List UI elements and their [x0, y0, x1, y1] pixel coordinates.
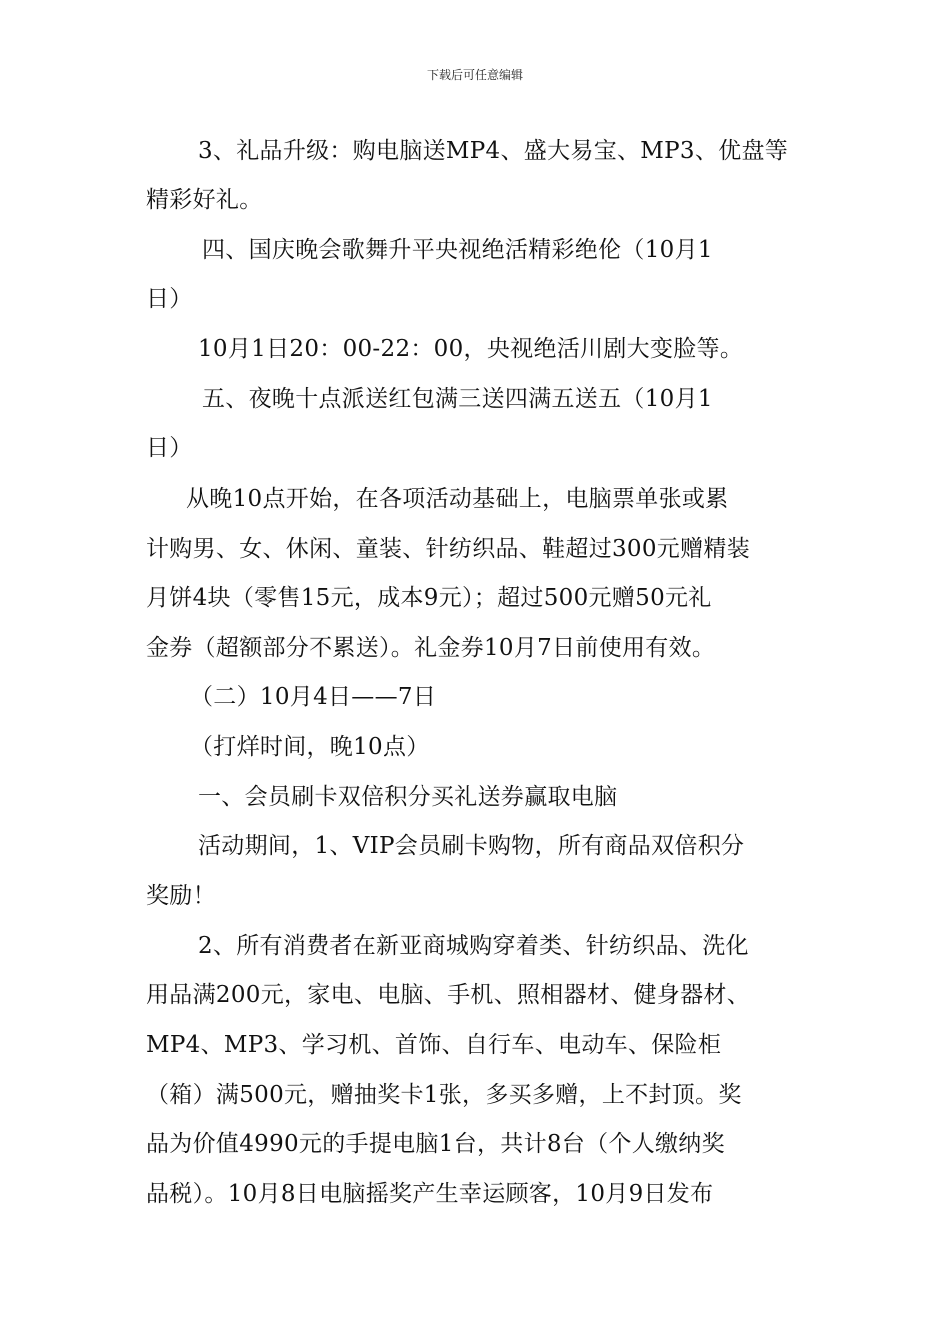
paragraph-line-19 — [146, 1030, 806, 1060]
section-heading-4-cont: 日） — [146, 286, 193, 312]
paragraph-line-20: （箱）满500元，赠抽奖卡1张，多买多赠，上不封顶。奖 — [146, 1082, 742, 1108]
closing-time-note: （打烊时间，晚10点） — [190, 734, 430, 760]
paragraph-line-10: 月饼4块（零售15元，成本9元）；超过500元赠50元礼 — [146, 585, 712, 611]
paragraph-line-15: 活动期间，1、VIP会员刷卡购物，所有商品双倍积分 — [198, 833, 745, 859]
section-heading-5: 五、夜晚十点派送红包满三送四满五送五（10月1 — [202, 386, 713, 412]
page-header: 下载后可任意编辑 — [426, 68, 523, 82]
paragraph-line-8: 从晚10点开始，在各项活动基础上，电脑票单张或累 — [186, 486, 729, 512]
paragraph-line-11: 金券（超额部分不累送）。礼金券10月7日前使用有效。 — [146, 635, 716, 661]
paragraph-line-22: 品税）。10月8日电脑摇奖产生幸运顾客，10月9日发布 — [146, 1181, 714, 1207]
paragraph-line-1: 3、礼品升级：购电脑送MP4、盛大易宝、MP3、优盘等 — [198, 138, 789, 164]
paragraph-line-2: 精彩好礼。 — [146, 187, 263, 213]
paragraph-line-19-text: MP4、MP3、学习机、首饰、自行车、电动车、保险柜 — [146, 1032, 722, 1058]
paragraph-line-21: 品为价值4990元的手提电脑1台，共计8台（个人缴纳奖 — [146, 1131, 725, 1157]
paragraph-line-16: 奖励！ — [146, 883, 216, 909]
paragraph-line-5: 10月1日20：00-22：00，央视绝活川剧大变脸等。 — [198, 336, 744, 362]
section-heading-1: 一、会员刷卡双倍积分买礼送券赢取电脑 — [198, 784, 618, 810]
paragraph-line-9: 计购男、女、休闲、童装、针纺织品、鞋超过300元赠精装 — [146, 536, 750, 562]
paragraph-line-17: 2、所有消费者在新亚商城购穿着类、针纺织品、洗化 — [198, 933, 749, 959]
subsection-heading-2: （二）10月4日——7日 — [190, 684, 437, 710]
section-heading-4: 四、国庆晚会歌舞升平央视绝活精彩绝伦（10月1 — [202, 237, 713, 263]
section-heading-5-cont: 日） — [146, 435, 193, 461]
paragraph-line-18: 用品满200元，家电、电脑、手机、照相器材、健身器材、 — [146, 982, 750, 1008]
